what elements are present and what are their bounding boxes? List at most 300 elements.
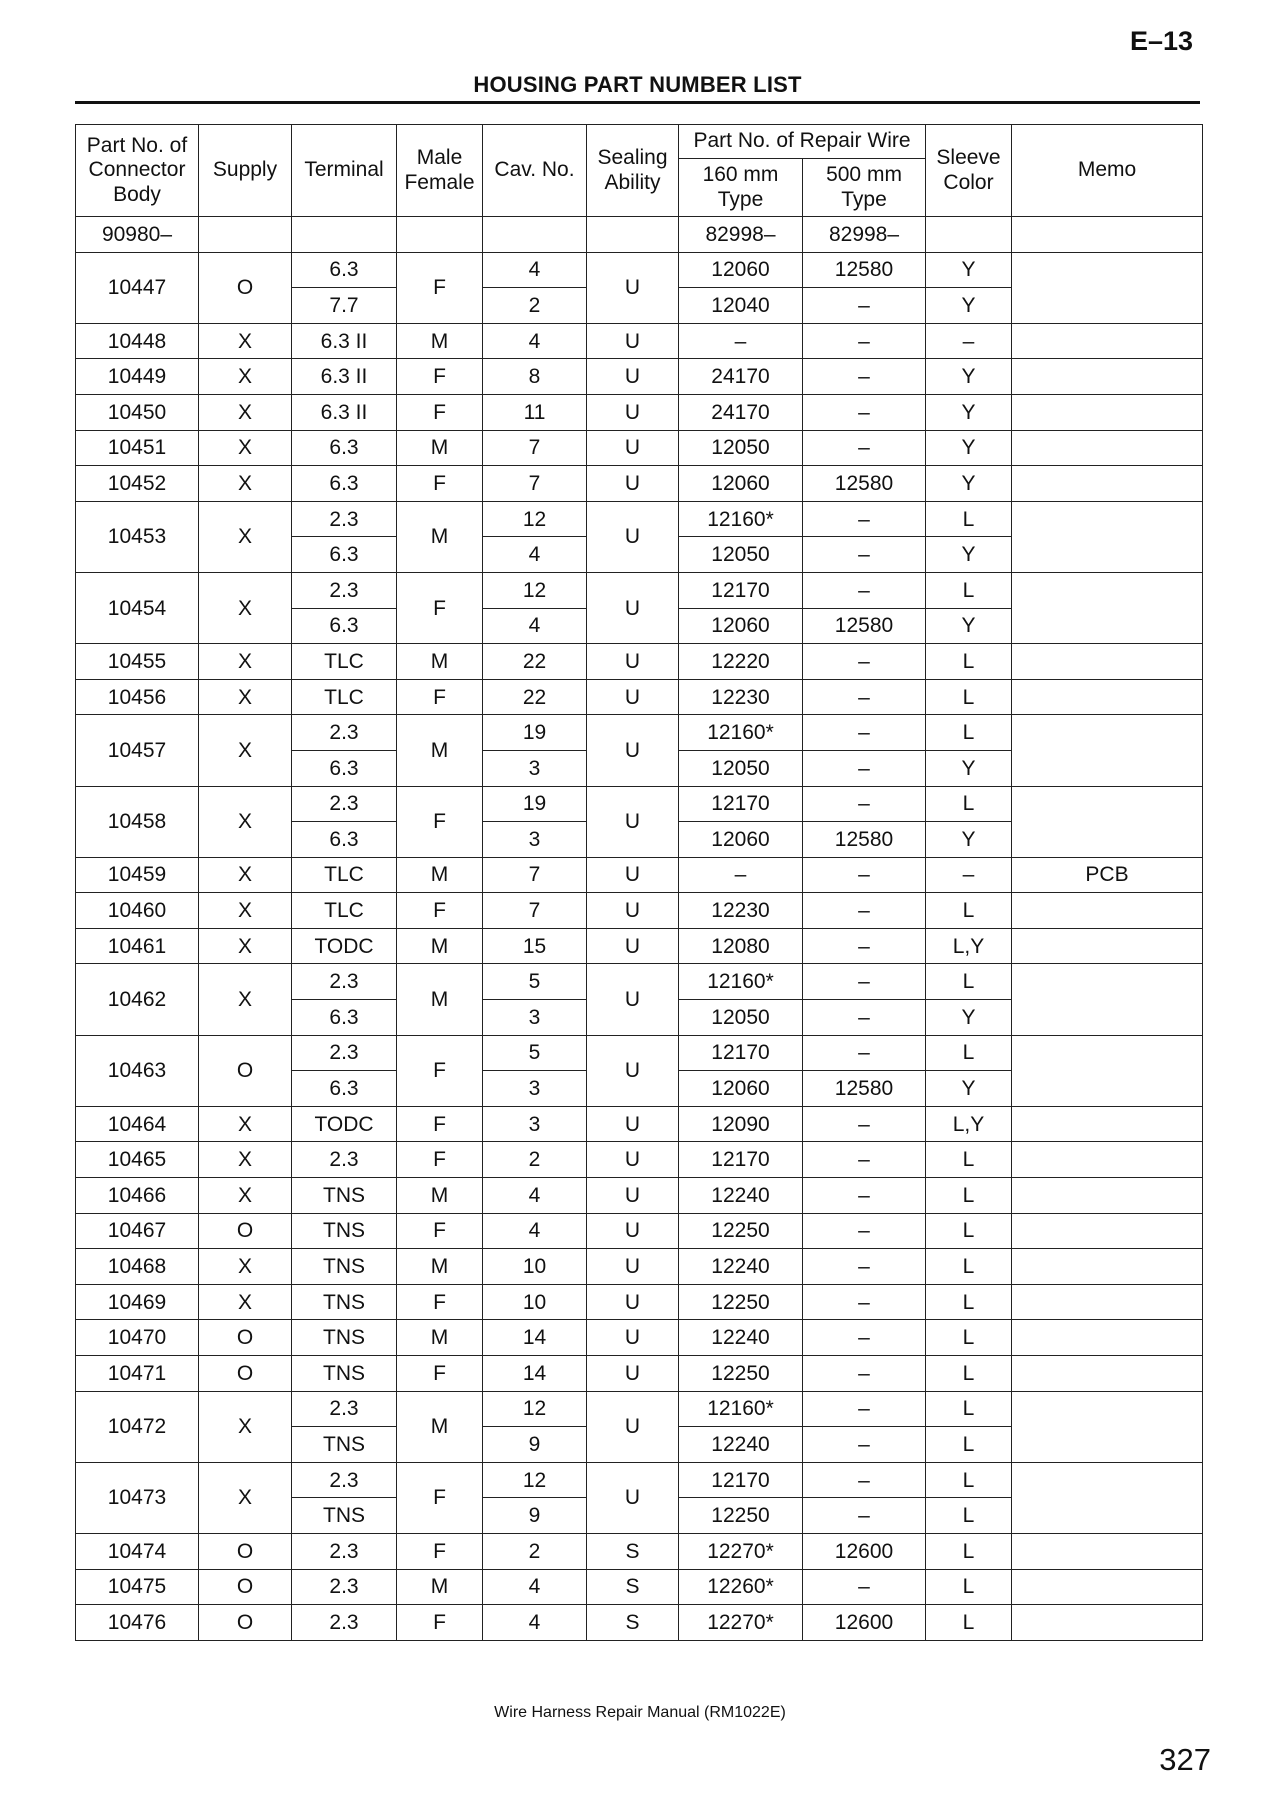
part-number-cell: 10474 [76,1533,199,1569]
cav-no-cell: 2 [483,1533,587,1569]
cav-no-cell: 7 [483,857,587,893]
memo-cell: PCB [1012,857,1203,893]
male-female-cell: F [397,786,483,857]
cav-no-cell: 4 [483,537,587,573]
male-female-cell: F [397,359,483,395]
cav-no-cell: 4 [483,252,587,288]
memo-cell [1012,964,1203,1035]
header-sealing: Sealing Ability [587,125,679,217]
part-number-cell: 10470 [76,1320,199,1356]
memo-cell [1012,786,1203,857]
memo-cell [1012,501,1203,572]
terminal-cell: 2.3 [292,786,397,822]
supply-cell: X [199,1142,292,1178]
supply-cell: X [199,786,292,857]
type500-cell: – [803,1178,926,1214]
supply-cell: X [199,1249,292,1285]
type500-cell: – [803,572,926,608]
sleeve-color-cell: Y [926,822,1012,858]
male-female-cell: M [397,644,483,680]
supply-cell: X [199,1284,292,1320]
type500-cell: – [803,644,926,680]
sleeve-color-cell: Y [926,359,1012,395]
part-number-cell: 10458 [76,786,199,857]
part-number-cell: 10460 [76,893,199,929]
supply-cell: X [199,1462,292,1533]
type160-cell: 12250 [679,1213,803,1249]
terminal-cell: 2.3 [292,1605,397,1641]
sleeve-color-cell: L [926,1320,1012,1356]
male-female-cell: F [397,679,483,715]
terminal-cell: 6.3 II [292,394,397,430]
sleeve-color-cell: L [926,501,1012,537]
table-row [76,964,1203,1000]
terminal-cell: 2.3 [292,1462,397,1498]
part-number-cell: 10462 [76,964,199,1035]
terminal-cell: 6.3 [292,466,397,502]
header-terminal: Terminal [292,125,397,217]
sleeve-color-cell: L,Y [926,1106,1012,1142]
supply-cell: X [199,430,292,466]
sealing-cell: S [587,1569,679,1605]
table-row [76,1106,1203,1142]
type160-cell: 24170 [679,359,803,395]
sleeve-color-cell: Y [926,750,1012,786]
male-female-cell: M [397,501,483,572]
sealing-cell: U [587,1284,679,1320]
memo-cell [1012,644,1203,680]
header-supply: Supply [199,125,292,217]
cav-no-cell: 9 [483,1427,587,1463]
blank-cell [397,217,483,253]
male-female-cell: F [397,466,483,502]
page-number: 327 [1159,1742,1211,1777]
sleeve-color-cell: Y [926,537,1012,573]
type500-cell: – [803,715,926,751]
terminal-cell: 6.3 [292,608,397,644]
memo-cell [1012,394,1203,430]
type160-cell: 12060 [679,466,803,502]
memo-cell [1012,1533,1203,1569]
sleeve-color-cell: L [926,893,1012,929]
memo-cell [1012,1462,1203,1533]
type160-prefix: 82998– [679,217,803,253]
memo-cell [1012,1106,1203,1142]
supply-cell: X [199,1106,292,1142]
cav-no-cell: 2 [483,288,587,324]
terminal-cell: 6.3 II [292,359,397,395]
male-female-cell: F [397,572,483,643]
header-cav-no: Cav. No. [483,125,587,217]
part-number-cell: 10456 [76,679,199,715]
male-female-cell: M [397,1391,483,1462]
type500-cell: – [803,430,926,466]
table-row [76,394,1203,430]
supply-cell: X [199,501,292,572]
table-row [76,1569,1203,1605]
sealing-cell: U [587,1320,679,1356]
memo-cell [1012,466,1203,502]
terminal-cell: 2.3 [292,1391,397,1427]
type160-cell: 12160* [679,501,803,537]
sleeve-color-cell: L [926,1249,1012,1285]
terminal-cell: TLC [292,679,397,715]
type160-cell: 12170 [679,786,803,822]
sleeve-color-cell: L [926,1605,1012,1641]
terminal-cell: 2.3 [292,1533,397,1569]
sealing-cell: U [587,964,679,1035]
sleeve-color-cell: L [926,1569,1012,1605]
terminal-cell: TNS [292,1249,397,1285]
part-number-cell: 10467 [76,1213,199,1249]
type500-cell: 12600 [803,1605,926,1641]
terminal-cell: 6.3 [292,750,397,786]
part-number-cell: 10476 [76,1605,199,1641]
memo-cell [1012,715,1203,786]
type160-cell: – [679,323,803,359]
sealing-cell: U [587,679,679,715]
memo-cell [1012,572,1203,643]
sealing-cell: U [587,1249,679,1285]
male-female-cell: M [397,857,483,893]
part-number-cell: 10454 [76,572,199,643]
memo-cell [1012,1605,1203,1641]
part-number-cell: 10475 [76,1569,199,1605]
sealing-cell: U [587,323,679,359]
male-female-cell: F [397,1142,483,1178]
sleeve-color-cell: L [926,1178,1012,1214]
cav-no-cell: 3 [483,1071,587,1107]
type160-cell: 12240 [679,1427,803,1463]
cav-no-cell: 10 [483,1249,587,1285]
header-memo: Memo [1012,125,1203,217]
male-female-cell: M [397,1569,483,1605]
terminal-cell: 6.3 [292,1000,397,1036]
supply-cell: X [199,323,292,359]
type500-cell: 12580 [803,1071,926,1107]
type500-cell: 12580 [803,466,926,502]
section-code: E–13 [1129,26,1193,56]
supply-cell: O [199,1605,292,1641]
part-number-cell: 10451 [76,430,199,466]
cav-no-cell: 4 [483,608,587,644]
male-female-cell: M [397,430,483,466]
terminal-cell: 2.3 [292,1142,397,1178]
part-number-cell: 10455 [76,644,199,680]
supply-cell: X [199,394,292,430]
cav-no-cell: 2 [483,1142,587,1178]
header-sleeve: Sleeve Color [926,125,1012,217]
sleeve-color-cell: L [926,1142,1012,1178]
cav-no-cell: 3 [483,1106,587,1142]
part-number-cell: 10464 [76,1106,199,1142]
memo-cell [1012,252,1203,323]
memo-cell [1012,1249,1203,1285]
part-number-cell: 10447 [76,252,199,323]
sleeve-color-cell: L [926,679,1012,715]
male-female-cell: M [397,964,483,1035]
type500-cell: – [803,501,926,537]
memo-cell [1012,1356,1203,1392]
male-female-cell: M [397,715,483,786]
header-part-no: Part No. of Connector Body [76,125,199,217]
type160-cell: 12160* [679,1391,803,1427]
table-row [76,252,1203,288]
memo-cell [1012,1391,1203,1462]
sealing-cell: S [587,1605,679,1641]
type500-cell: – [803,1284,926,1320]
type160-cell: 12170 [679,1142,803,1178]
blank-cell [1012,217,1203,253]
cav-no-cell: 19 [483,715,587,751]
sealing-cell: U [587,644,679,680]
terminal-cell: TNS [292,1498,397,1534]
table-row [76,1391,1203,1427]
table-row [76,1249,1203,1285]
type160-cell: 12230 [679,893,803,929]
cav-no-cell: 3 [483,822,587,858]
cav-no-cell: 7 [483,466,587,502]
blank-cell [292,217,397,253]
type160-cell: 12220 [679,644,803,680]
table-row [76,501,1203,537]
sleeve-color-cell: L [926,1035,1012,1071]
type160-cell: 12040 [679,288,803,324]
memo-cell [1012,1035,1203,1106]
type160-cell: 12270* [679,1605,803,1641]
cav-no-cell: 11 [483,394,587,430]
male-female-cell: M [397,1178,483,1214]
sleeve-color-cell: Y [926,252,1012,288]
terminal-cell: TNS [292,1213,397,1249]
table-row [76,1142,1203,1178]
male-female-cell: F [397,394,483,430]
sleeve-color-cell: Y [926,288,1012,324]
sealing-cell: U [587,857,679,893]
sealing-cell: U [587,1178,679,1214]
type500-cell: – [803,1569,926,1605]
supply-cell: X [199,644,292,680]
terminal-cell: 2.3 [292,1569,397,1605]
table-row [76,1035,1203,1071]
cav-no-cell: 12 [483,1391,587,1427]
supply-cell: O [199,1035,292,1106]
sleeve-color-cell: L [926,786,1012,822]
part-number-cell: 10448 [76,323,199,359]
part-number-cell: 10466 [76,1178,199,1214]
type160-cell: 12060 [679,1071,803,1107]
type500-cell: 12580 [803,608,926,644]
type160-cell: 12230 [679,679,803,715]
part-number-cell: 10468 [76,1249,199,1285]
type160-cell: 12050 [679,430,803,466]
type500-cell: – [803,1462,926,1498]
terminal-cell: TODC [292,1106,397,1142]
part-number-cell: 10469 [76,1284,199,1320]
sleeve-color-cell: L [926,1213,1012,1249]
type160-cell: 12050 [679,537,803,573]
part-number-cell: 10457 [76,715,199,786]
part-number-cell: 10459 [76,857,199,893]
male-female-cell: M [397,323,483,359]
cav-no-cell: 15 [483,928,587,964]
blank-cell [483,217,587,253]
sleeve-color-cell: L [926,1462,1012,1498]
supply-cell: O [199,1213,292,1249]
type500-cell: 12600 [803,1533,926,1569]
table-row [76,1284,1203,1320]
sleeve-color-cell: L [926,644,1012,680]
type500-cell: – [803,1035,926,1071]
cav-no-cell: 8 [483,359,587,395]
part-number-cell: 10461 [76,928,199,964]
terminal-cell: 7.7 [292,288,397,324]
table-header-row [76,125,1203,159]
part-number-cell: 10452 [76,466,199,502]
terminal-cell: TNS [292,1427,397,1463]
type500-cell: – [803,1142,926,1178]
cav-no-cell: 4 [483,1213,587,1249]
terminal-cell: 2.3 [292,501,397,537]
sleeve-color-cell: L [926,1427,1012,1463]
type160-cell: 12260* [679,1569,803,1605]
part-number-cell: 10450 [76,394,199,430]
type160-cell: 12270* [679,1533,803,1569]
type160-cell: 12060 [679,252,803,288]
terminal-cell: TNS [292,1284,397,1320]
supply-cell: X [199,893,292,929]
sleeve-color-cell: Y [926,394,1012,430]
sleeve-color-cell: L [926,1284,1012,1320]
part-prefix: 90980– [76,217,199,253]
table-row [76,1178,1203,1214]
type500-cell: – [803,288,926,324]
cav-no-cell: 3 [483,750,587,786]
cav-no-cell: 4 [483,323,587,359]
terminal-cell: TLC [292,857,397,893]
type500-cell: – [803,964,926,1000]
type500-cell: – [803,786,926,822]
header-repair-wire: Part No. of Repair Wire [679,125,926,159]
male-female-cell: F [397,1106,483,1142]
sleeve-color-cell: – [926,857,1012,893]
supply-cell: X [199,715,292,786]
sealing-cell: U [587,359,679,395]
sleeve-color-cell: L [926,572,1012,608]
cav-no-cell: 12 [483,501,587,537]
type160-cell: 12090 [679,1106,803,1142]
cav-no-cell: 22 [483,679,587,715]
memo-cell [1012,1569,1203,1605]
table-row [76,572,1203,608]
type500-cell: – [803,1000,926,1036]
type160-cell: 12250 [679,1498,803,1534]
table-body [76,217,1203,1641]
type500-cell: 12580 [803,252,926,288]
type500-cell: – [803,537,926,573]
table-row [76,323,1203,359]
table-row [76,359,1203,395]
terminal-cell: 2.3 [292,715,397,751]
type500-cell: – [803,1356,926,1392]
memo-cell [1012,1142,1203,1178]
sleeve-color-cell: L [926,1356,1012,1392]
male-female-cell: M [397,1320,483,1356]
sleeve-color-cell: Y [926,1071,1012,1107]
terminal-cell: 2.3 [292,964,397,1000]
sealing-cell: U [587,1213,679,1249]
male-female-cell: F [397,1533,483,1569]
cav-no-cell: 22 [483,644,587,680]
supply-cell: O [199,1533,292,1569]
cav-no-cell: 12 [483,1462,587,1498]
cav-no-cell: 7 [483,430,587,466]
terminal-cell: 2.3 [292,1035,397,1071]
part-number-cell: 10465 [76,1142,199,1178]
cav-no-cell: 12 [483,572,587,608]
terminal-cell: TLC [292,644,397,680]
type500-cell: – [803,893,926,929]
sealing-cell: U [587,928,679,964]
type160-cell: 12050 [679,750,803,786]
type160-cell: 12170 [679,572,803,608]
memo-cell [1012,928,1203,964]
type160-cell: 12060 [679,822,803,858]
title-rule [75,101,1200,104]
table-row [76,893,1203,929]
terminal-cell: TNS [292,1356,397,1392]
supply-cell: X [199,964,292,1035]
male-female-cell: F [397,1213,483,1249]
cav-no-cell: 7 [483,893,587,929]
blank-cell [199,217,292,253]
male-female-cell: F [397,252,483,323]
memo-cell [1012,430,1203,466]
terminal-cell: TLC [292,893,397,929]
cav-no-cell: 3 [483,1000,587,1036]
sealing-cell: U [587,1142,679,1178]
terminal-cell: 6.3 II [292,323,397,359]
male-female-cell: F [397,1035,483,1106]
type500-cell: – [803,394,926,430]
type500-cell: – [803,1320,926,1356]
sleeve-color-cell: Y [926,608,1012,644]
supply-cell: X [199,1391,292,1462]
terminal-cell: 6.3 [292,1071,397,1107]
type160-cell: 24170 [679,394,803,430]
part-number-cell: 10463 [76,1035,199,1106]
sealing-cell: U [587,786,679,857]
memo-cell [1012,1178,1203,1214]
cav-no-cell: 4 [483,1569,587,1605]
male-female-cell: F [397,1284,483,1320]
memo-cell [1012,679,1203,715]
type160-cell: 12240 [679,1249,803,1285]
memo-cell [1012,359,1203,395]
table-row [76,430,1203,466]
supply-cell: O [199,1356,292,1392]
type500-cell: – [803,1213,926,1249]
type500-cell: 12580 [803,822,926,858]
terminal-cell: 6.3 [292,537,397,573]
type160-cell: 12060 [679,608,803,644]
cav-no-cell: 5 [483,964,587,1000]
terminal-cell: 6.3 [292,822,397,858]
table-row [76,928,1203,964]
cav-no-cell: 14 [483,1356,587,1392]
table-row [76,786,1203,822]
header-male-female: Male Female [397,125,483,217]
